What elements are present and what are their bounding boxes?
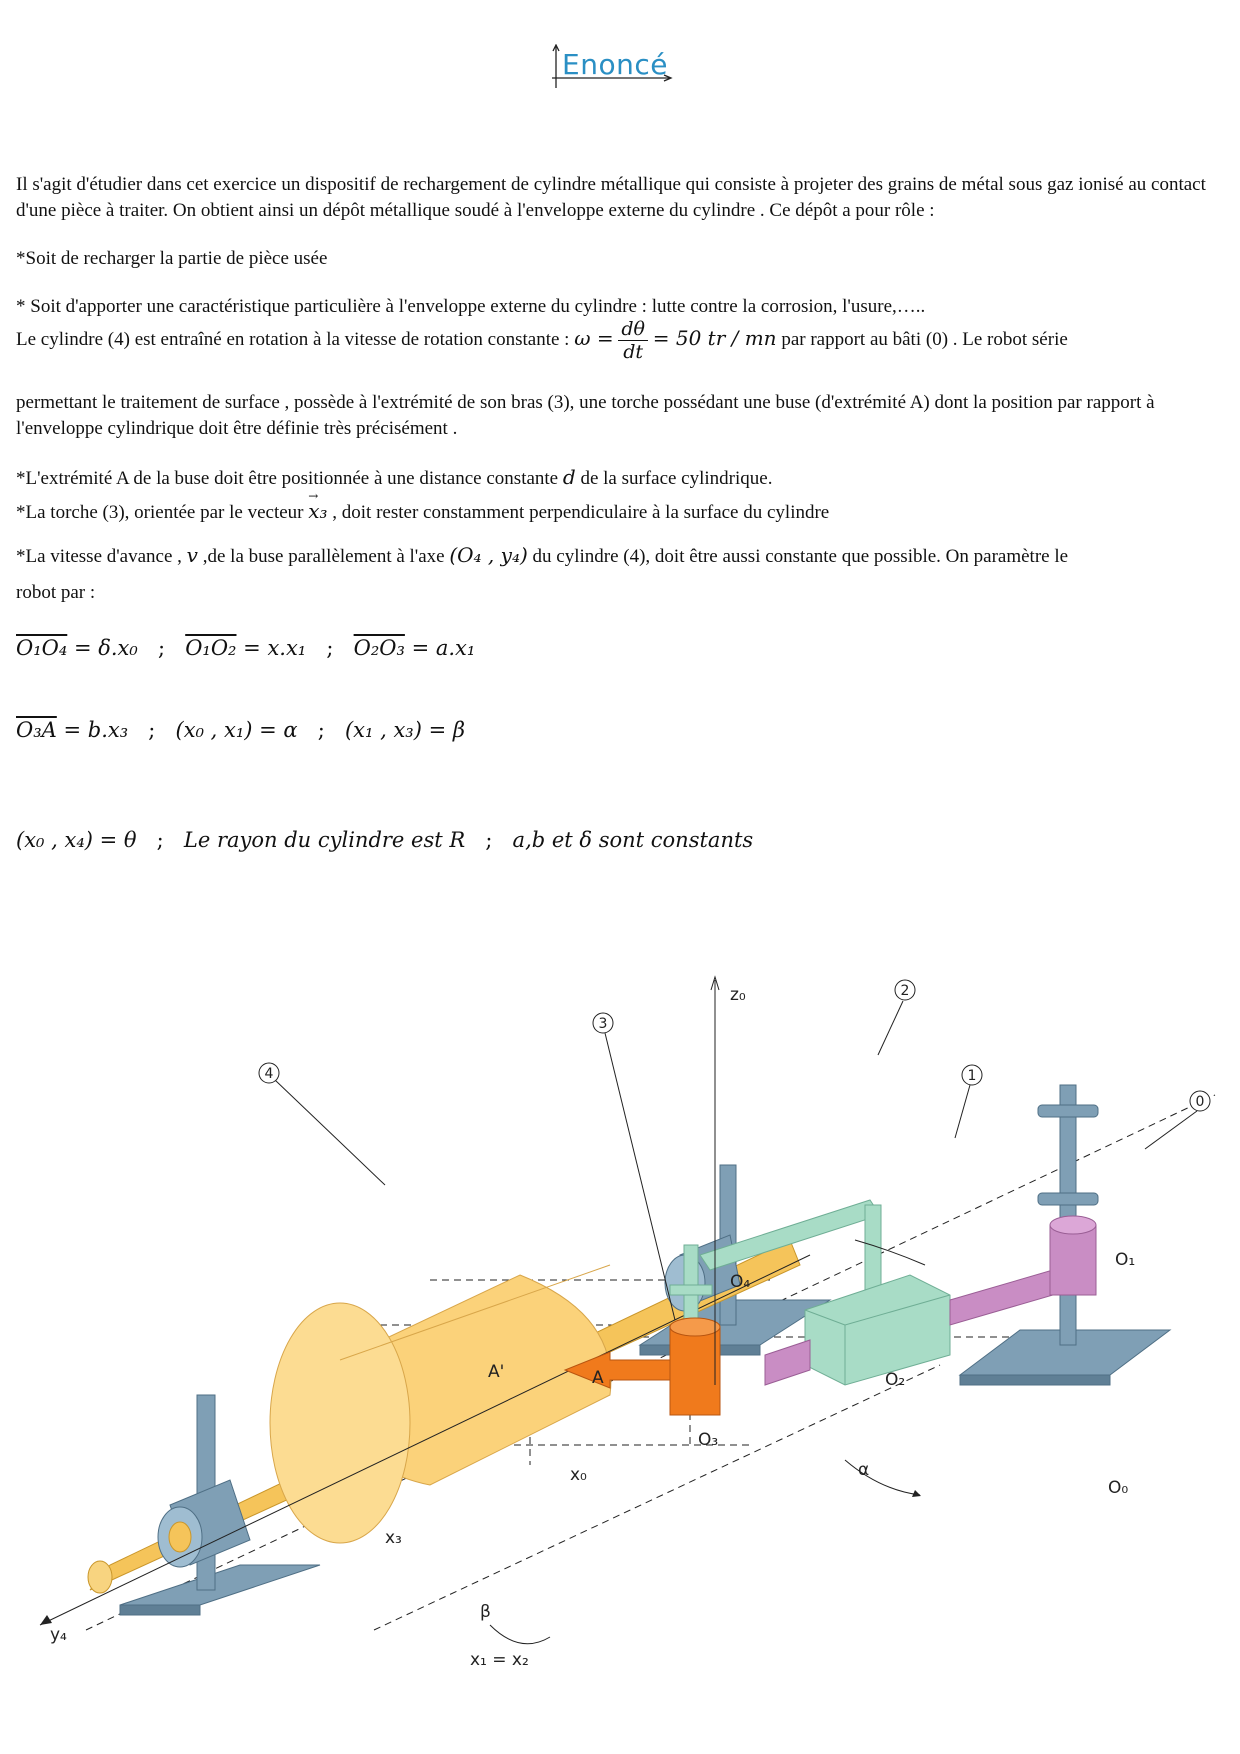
intro-paragraph: Il s'agit d'étudier dans cet exercice un dispositif de rechargement de cylindre métallique qui consiste à projeter des grains de métal sous gaz ionisé au contact d'une pièce à traiter. On obtient ainsi un dépôt métallique soudé à l'enveloppe externe du cylindre . Ce dépôt a pour rôle : [16, 174, 1206, 221]
label-y4: y₄ [50, 1625, 67, 1645]
cond1-after: de la surface cylindrique. [580, 468, 773, 489]
label-beta: β [480, 1602, 491, 1622]
cond3-before: *La vitesse d'avance , [16, 546, 182, 567]
eq-o1o4-lhs: O₁O₄ [16, 636, 68, 660]
label-o0: O₀ [1108, 1478, 1129, 1498]
fraction-numerator: dθ [618, 318, 648, 341]
label-x0: x₀ [570, 1465, 587, 1485]
eq-o1o2-lhs: O₁O₂ [185, 636, 237, 660]
eq-rayon: Le rayon du cylindre est R [183, 828, 466, 852]
callout-4: 4 [264, 1066, 274, 1082]
label-alpha: α [858, 1460, 870, 1480]
alpha-arc [845, 1460, 920, 1495]
separator: ; [157, 636, 166, 660]
omega-symbol: ω = [574, 325, 614, 350]
rotation-paragraph [16, 318, 1224, 363]
x3-vector-symbol: → x₃ [308, 498, 327, 524]
fraction-denominator: dt [623, 341, 644, 363]
label-o2: O₂ [885, 1370, 906, 1390]
title-text: Enoncé [562, 48, 668, 81]
label-o4: O₄ [730, 1272, 751, 1292]
eq-constants: a,b et δ sont constants [512, 828, 754, 852]
callout-0: 0 [1195, 1094, 1205, 1110]
robot-paragraph: permettant le traitement de surface , possède à l'extrémité de son bras (3), une torche possédant une buse (d'extrémité A) dont la position par rapport à l'enveloppe cylindrique doit être définie très précisément . [16, 392, 1155, 439]
eq-o2o3-rhs: = a.x₁ [411, 636, 476, 660]
bullet-recharge: *Soit de recharger la partie de pièce usée [16, 248, 328, 269]
eq-o1o4-rhs: = δ.x₀ [73, 636, 138, 660]
page-title [550, 44, 700, 94]
separator: ; [148, 718, 156, 742]
eq-o2o3-lhs: O₂O₃ [353, 636, 405, 660]
label-a: A [592, 1368, 604, 1388]
label-z0: z₀ [730, 985, 746, 1005]
equation-line-1 [16, 636, 475, 660]
separator: ; [485, 828, 493, 852]
eq-alpha: (x₀ , x₁) = α [175, 718, 298, 742]
label-a-prime: A' [488, 1362, 505, 1382]
callout-2: 2 [900, 983, 910, 999]
condition-torche [16, 498, 1224, 526]
cond3-mid: ,de la buse parallèlement à l'axe [202, 546, 445, 567]
shaft-end [88, 1561, 112, 1593]
separator: ; [326, 636, 334, 660]
eq-o3a-rhs: = b.x₃ [63, 718, 129, 742]
d-theta-dt-fraction [618, 318, 648, 363]
rotation-value: = 50 tr / mn [652, 325, 777, 350]
callout-1: 1 [967, 1068, 977, 1084]
axis-symbol: (O₄ , y₄) [449, 543, 528, 567]
rotation-text-after: par rapport au bâti (0) . Le robot série [781, 328, 1068, 350]
label-x3: x₃ [385, 1528, 402, 1548]
bullet-caracteristique: * Soit d'apporter une caractéristique particulière à l'enveloppe externe du cylindre : lutte contre la corrosion, l'usure,….. [16, 296, 926, 317]
label-o1: O₁ [1115, 1250, 1136, 1270]
eq-theta: (x₀ , x₄) = θ [16, 828, 137, 852]
eq-o3a-lhs: O₃A [16, 718, 57, 742]
cond2-before: *La torche (3), orientée par le vecteur [16, 502, 304, 523]
velocity-symbol: v [186, 543, 198, 567]
right-frame-post [1060, 1085, 1076, 1345]
separator: ; [156, 828, 164, 852]
condition-vitesse [16, 542, 1224, 570]
condition-distance [16, 464, 1224, 492]
right-collar-bottom [1038, 1193, 1098, 1205]
label-x1-x2: x₁ = x₂ [470, 1650, 529, 1665]
workpiece-cylinder [270, 1265, 611, 1543]
cond1-before: *L'extrémité A de la buse doit être positionnée à une distance constante [16, 468, 559, 489]
equation-line-3 [16, 828, 753, 852]
eq-o1o2-rhs: = x.x₁ [243, 636, 307, 660]
left-bearing [158, 1480, 250, 1567]
equation-line-2 [16, 718, 465, 742]
distance-symbol: d [562, 465, 576, 489]
rotation-text-before: Le cylindre (4) est entraîné en rotation à la vitesse de rotation constante : [16, 328, 570, 350]
separator: ; [317, 718, 325, 742]
cond2-after: , doit rester constamment perpendiculaire à la surface du cylindre [332, 502, 830, 523]
robot-par-line: robot par : [16, 582, 96, 603]
cond3-after: du cylindre (4), doit être aussi constante que possible. On paramètre le [532, 546, 1069, 567]
mechanism-figure [10, 965, 1230, 1665]
eq-beta: (x₁ , x₃) = β [344, 718, 465, 742]
right-collar-top [1038, 1105, 1098, 1117]
label-o3: O₃ [698, 1430, 719, 1450]
callout-3: 3 [598, 1016, 608, 1032]
